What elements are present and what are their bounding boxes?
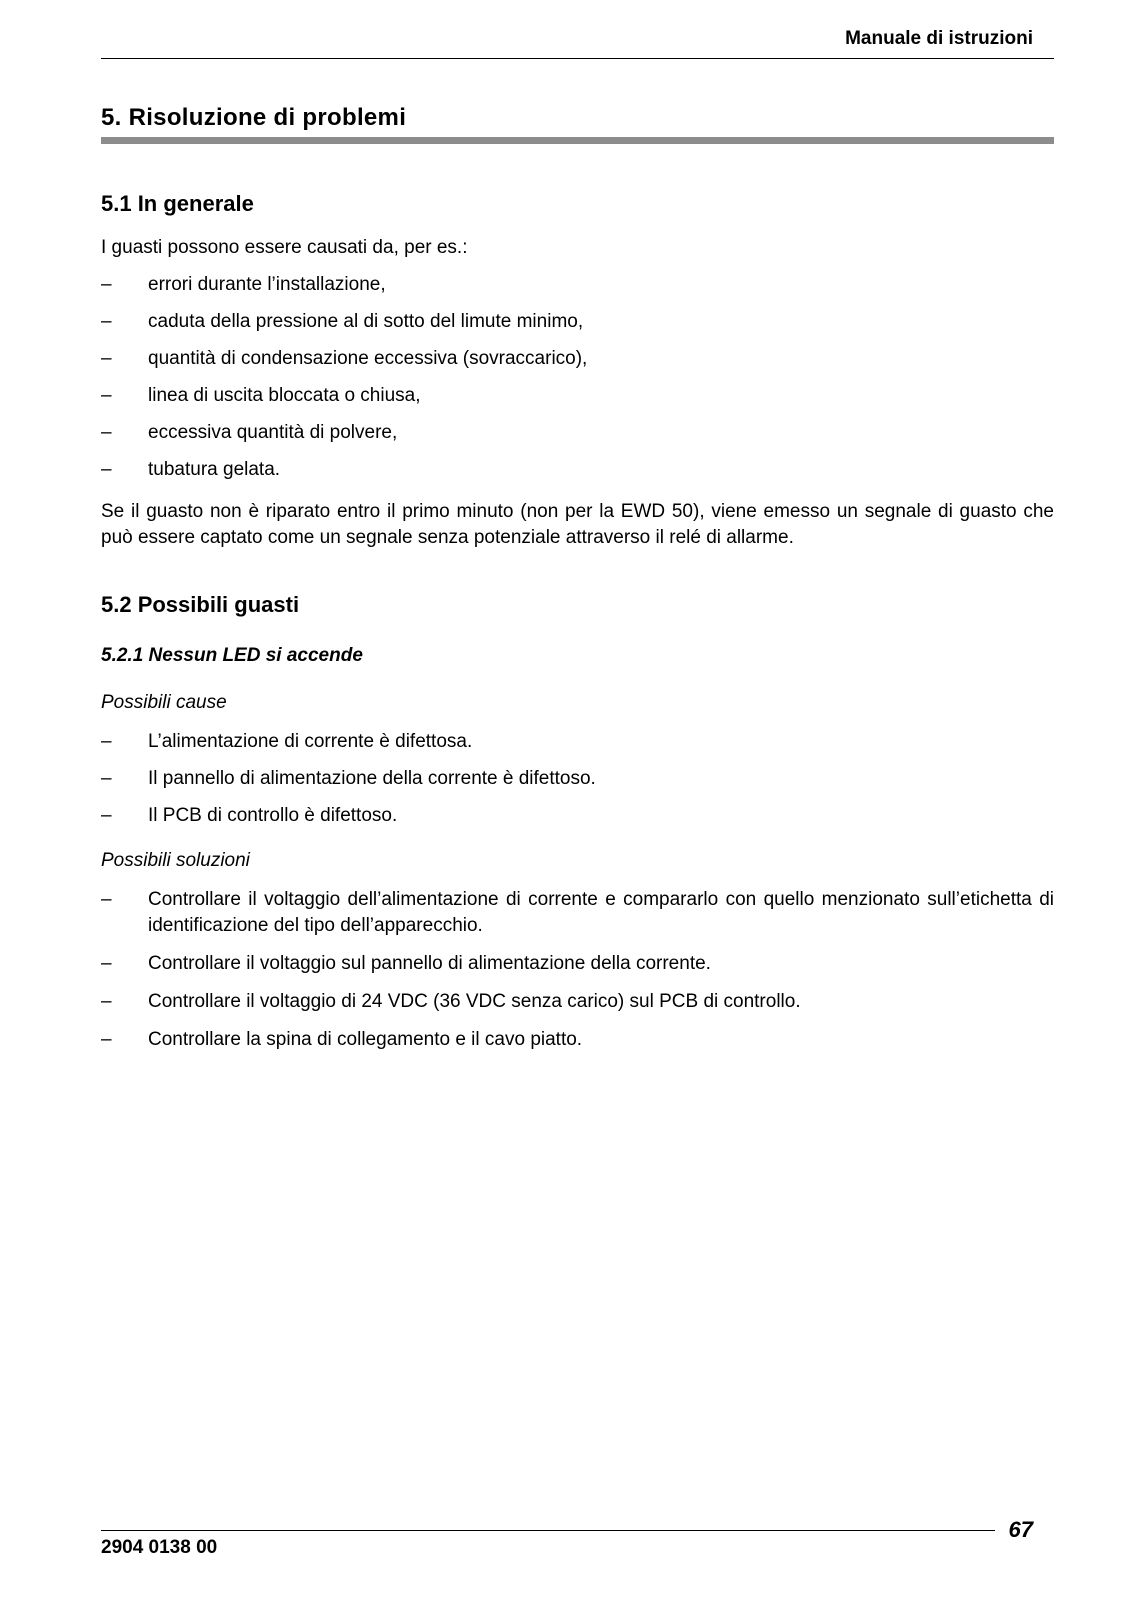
section-5-1-intro: I guasti possono essere causati da, per es.: <box>101 237 468 258</box>
chapter-title-bar <box>101 137 1054 144</box>
list-dash: – <box>101 953 112 974</box>
possible-causes-heading: Possibili cause <box>101 692 227 713</box>
list-dash: – <box>101 311 112 332</box>
list-item <box>101 1027 1054 1053</box>
list-item <box>101 729 1054 755</box>
list-item-text: Controllare il voltaggio sul pannello di alimentazione della corrente. <box>148 953 711 974</box>
list-dash: – <box>101 459 112 480</box>
causes-list <box>101 272 1054 483</box>
list-dash: – <box>101 805 112 826</box>
section-5-1-note: Se il guasto non è riparato entro il primo minuto (non per la EWD 50), viene emesso un segnale di guasto che può essere captato come un segnale senza potenziale attraverso il relé di allarme. <box>101 501 1054 548</box>
list-item <box>101 346 1054 372</box>
list-item-text: Il pannello di alimentazione della corrente è difettoso. <box>148 768 596 789</box>
subsection-5-2-1-title: 5.2.1 Nessun LED si accende <box>101 645 363 666</box>
list-item-text: Il PCB di controllo è difettoso. <box>148 805 398 826</box>
list-item <box>101 989 1054 1015</box>
list-item <box>101 272 1054 298</box>
list-item <box>101 383 1054 409</box>
page-number: 67 <box>1008 1517 1033 1542</box>
header-rule <box>101 58 1054 59</box>
page-header-title: Manuale di istruzioni <box>845 28 1033 49</box>
list-item <box>101 951 1054 977</box>
list-item-text: Controllare il voltaggio di 24 VDC (36 VDC senza carico) sul PCB di controllo. <box>148 991 801 1012</box>
list-dash: – <box>101 348 112 369</box>
list-item-text: errori durante l’installazione, <box>148 274 386 295</box>
list-item <box>101 420 1054 446</box>
list-item <box>101 309 1054 335</box>
section-5-2-title: 5.2 Possibili guasti <box>101 592 300 617</box>
list-item-text: linea di uscita bloccata o chiusa, <box>148 385 421 406</box>
footer-rule <box>101 1530 995 1531</box>
list-item <box>101 766 1054 792</box>
possible-causes-list <box>101 729 1054 829</box>
list-item <box>101 803 1054 829</box>
list-dash: – <box>101 385 112 406</box>
possible-solutions-list <box>101 887 1054 1053</box>
list-dash: – <box>101 1029 112 1050</box>
list-item-text: caduta della pressione al di sotto del limute minimo, <box>148 311 584 332</box>
list-item-text: L’alimentazione di corrente è difettosa. <box>148 731 473 752</box>
list-item-text: quantità di condensazione eccessiva (sovraccarico), <box>148 348 588 369</box>
list-item-text: tubatura gelata. <box>148 459 281 480</box>
list-dash: – <box>101 731 112 752</box>
document-number: 2904 0138 00 <box>101 1537 218 1558</box>
list-dash: – <box>101 768 112 789</box>
chapter-title: 5. Risoluzione di problemi <box>101 104 407 131</box>
list-item-text: Controllare la spina di collegamento e il cavo piatto. <box>148 1029 583 1050</box>
list-dash: – <box>101 422 112 443</box>
list-dash: – <box>101 274 112 295</box>
list-item-text: eccessiva quantità di polvere, <box>148 422 398 443</box>
list-item-text: Controllare il voltaggio dell’alimentazione di corrente e compararlo con quello menzionato sull’etichetta di identificazione del tipo dell’apparecchio. <box>148 889 1054 936</box>
list-item <box>101 887 1054 939</box>
list-dash: – <box>101 889 112 910</box>
list-item <box>101 457 1054 483</box>
list-dash: – <box>101 991 112 1012</box>
possible-solutions-heading: Possibili soluzioni <box>101 850 250 871</box>
section-5-1-title: 5.1 In generale <box>101 191 254 216</box>
